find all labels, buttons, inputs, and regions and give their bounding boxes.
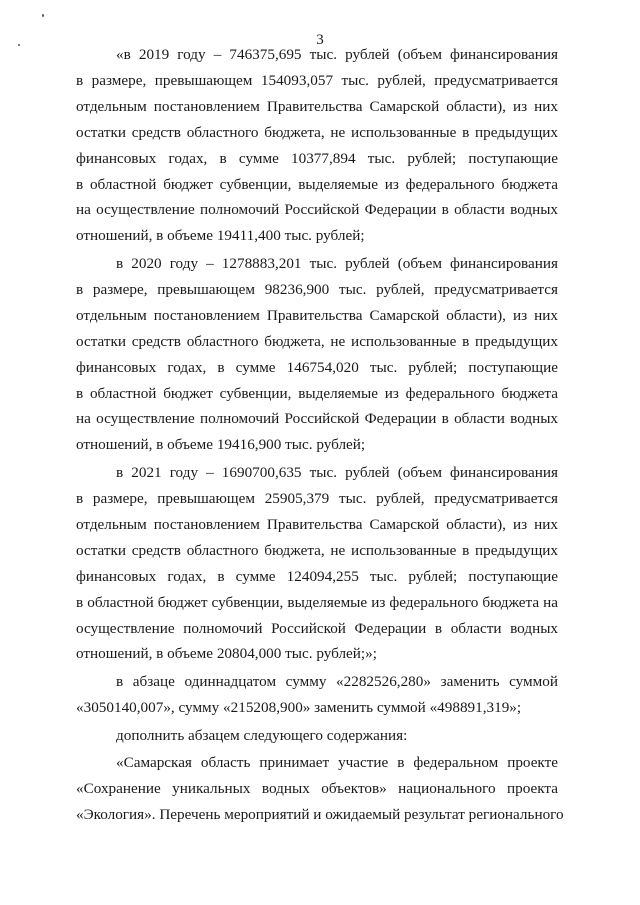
paragraph [76, 42, 558, 249]
text-line: на осуществление полномочий Российской Федерации в области водных [76, 201, 558, 219]
page-number: 3 [316, 32, 324, 48]
text-line: отношений, в объеме 19416,900 тыс. рублей; [76, 436, 366, 454]
text-line: «в 2019 году – 746375,695 тыс. рублей (объем финансирования [116, 46, 558, 63]
text-line: в областной бюджет субвенции, выделяемые из федерального бюджета на [76, 593, 558, 611]
paragraph [76, 669, 558, 721]
text-line: финансовых годах, в сумме 146754,020 тыс. рублей; поступающие [76, 358, 558, 376]
paragraph [76, 251, 558, 458]
text-line: остатки средств областного бюджета, не использованные в предыдущих [76, 541, 558, 559]
text-line: отдельным постановлением Правительства Самарской области), из них [76, 306, 558, 324]
text-line: финансовых годах, в сумме 10377,894 тыс. рублей; поступающие [76, 149, 558, 167]
text-line: на осуществление полномочий Российской Федерации в области водных [76, 410, 558, 428]
text-line: осуществление полномочий Российской Федерации в области водных [76, 619, 558, 637]
text-line: отдельным постановлением Правительства Самарской области), из них [76, 515, 558, 533]
paragraph [76, 460, 558, 667]
text-line: «Сохранение уникальных водных объектов» национального проекта [76, 780, 558, 798]
document-body [76, 42, 564, 828]
text-line: в размере, превышающем 25905,379 тыс. рублей, предусматривается [76, 490, 558, 507]
text-line: остатки средств областного бюджета, не использованные в предыдущих [76, 123, 558, 141]
text-line: в размере, превышающем 154093,057 тыс. рублей, предусматривается [76, 71, 558, 89]
text-line: дополнить абзацем следующего содержания: [116, 726, 408, 744]
text-line: в областной бюджет субвенции, выделяемые из федерального бюджета [76, 384, 558, 402]
scan-speck [42, 14, 44, 17]
text-line: финансовых годах, в сумме 124094,255 тыс. рублей; поступающие [76, 567, 558, 585]
text-line: «Экология». Перечень мероприятий и ожидаемый результат регионального [76, 806, 564, 824]
text-line: в 2020 году – 1278883,201 тыс. рублей (объем финансирования [116, 255, 558, 273]
text-line: в размере, превышающем 98236,900 тыс. рублей, предусматривается [76, 280, 558, 298]
text-line: в 2021 году – 1690700,635 тыс. рублей (объем финансирования [116, 464, 558, 482]
text-line: отношений, в объеме 20804,000 тыс. рублей;»; [76, 645, 377, 663]
text-line: остатки средств областного бюджета, не использованные в предыдущих [76, 332, 558, 350]
text-line: «3050140,007», сумму «215208,900» заменить суммой «498891,319»; [76, 699, 522, 717]
text-line: отдельным постановлением Правительства Самарской области), из них [76, 97, 558, 115]
text-line: отношений, в объеме 19411,400 тыс. рублей; [76, 227, 365, 245]
text-line: в областной бюджет субвенции, выделяемые из федерального бюджета [76, 175, 558, 193]
paragraph [76, 750, 564, 828]
text-line: в абзаце одиннадцатом сумму «2282526,280» заменить суммой [116, 673, 558, 691]
text-line: «Самарская область принимает участие в федеральном проекте [116, 754, 558, 772]
paragraph [76, 723, 558, 749]
